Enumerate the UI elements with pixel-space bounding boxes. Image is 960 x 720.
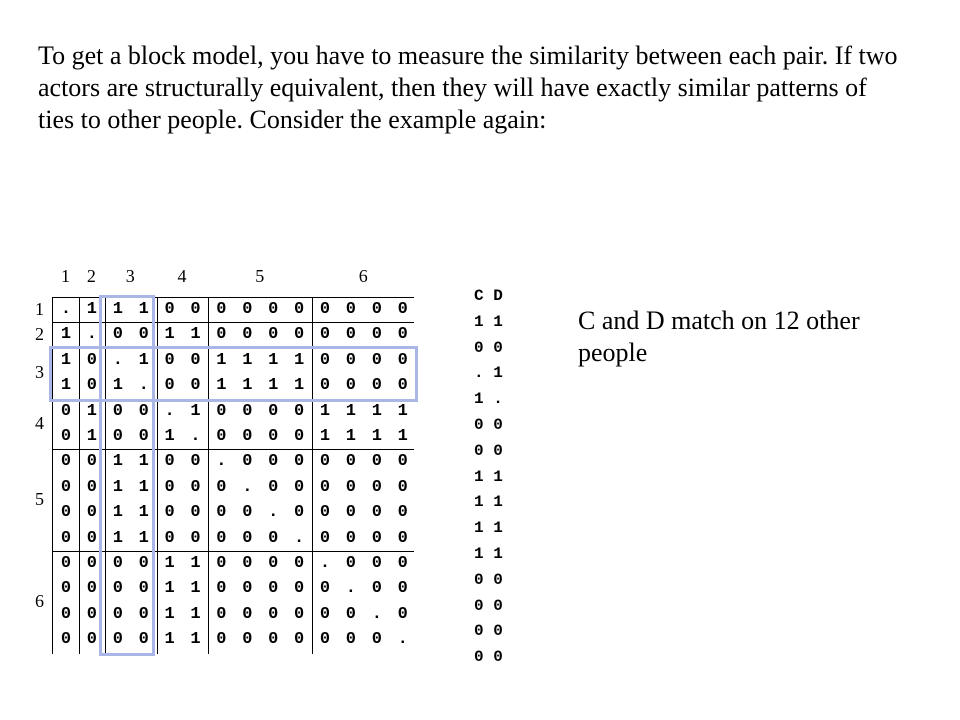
matrix-cell: . [345,579,356,599]
cd-row: 1 1 [474,544,503,563]
matrix-cell: 0 [319,604,331,624]
matrix-cell: 0 [242,300,253,319]
matrix-cell: 1 [190,630,201,650]
matrix-cell: 0 [319,325,331,345]
matrix-cell: 0 [371,554,382,573]
matrix-cell: 0 [86,452,97,472]
matrix-cell: 0 [138,325,149,345]
match-note: C and D match on 12 other people [578,306,860,367]
matrix-cell: 0 [138,554,149,573]
matrix-cell: 0 [319,452,331,472]
matrix-cell: 1 [86,427,97,446]
matrix-cell: 1 [190,579,201,599]
matrix-cell: 0 [242,427,253,446]
matrix-cell: . [319,554,331,573]
column-block-label: 4 [177,266,187,286]
cd-row: . 1 [474,364,503,383]
column-block-label: 1 [60,266,70,286]
matrix-cell: 1 [164,554,175,573]
matrix-cell: 1 [138,452,149,472]
matrix-cell: 0 [216,325,227,345]
cd-row: 0 0 [474,570,503,589]
matrix-cell: 0 [345,477,356,497]
cd-row: 0 0 [474,648,503,667]
column-block-label: 5 [255,266,265,286]
matrix-cell: 0 [60,477,72,497]
matrix-cell: 0 [293,325,305,345]
matrix-cell: 1 [345,427,356,446]
matrix-cell: 1 [138,300,149,319]
matrix-cell: 0 [190,452,201,472]
matrix-cell: 1 [60,325,72,345]
matrix-cell: 0 [216,300,227,319]
row-block-label: 5 [35,489,44,510]
matrix-cell: . [164,401,175,421]
matrix-cell: 0 [293,427,305,446]
matrix-cell: 0 [190,528,201,548]
row-block-label: 4 [35,413,44,433]
matrix-cell: 0 [112,554,123,573]
matrix-cell: 0 [268,630,279,650]
matrix-cell: 0 [268,604,279,624]
matrix-cell: . [60,300,72,319]
cd-row: 1 1 [474,493,503,512]
matrix-cell: 0 [397,376,408,396]
matrix-cell: 0 [164,350,175,370]
matrix-cell: 1 [242,350,253,370]
matrix-cell: . [216,452,227,472]
matrix-cell: 0 [319,376,331,396]
matrix-cell: 0 [397,300,408,319]
matrix-cell: 1 [112,477,123,497]
matrix-cell: 0 [112,427,123,446]
matrix-cell: 0 [164,452,175,472]
matrix-cell: 0 [86,376,97,396]
matrix-cell: 0 [345,300,356,319]
matrix-cell: 0 [345,503,356,523]
matrix-cell: 1 [268,376,279,396]
matrix-cell: 0 [216,427,227,446]
matrix-cell: 0 [268,528,279,548]
cd-row: 1 1 [474,467,503,486]
matrix-cell: 1 [371,401,382,421]
matrix-cell: 0 [242,452,253,472]
matrix-cell: 0 [397,452,408,472]
matrix-cell: 0 [216,528,227,548]
matrix-cell: . [371,604,382,624]
matrix-cell: 0 [397,477,408,497]
matrix-cell: 0 [345,630,356,650]
matrix-cell: 0 [371,477,382,497]
matrix-cell: 0 [138,630,149,650]
matrix-cell: 0 [371,630,382,650]
matrix-cell: 0 [216,579,227,599]
matrix-cell: 0 [112,401,123,421]
matrix-cell: 0 [60,503,72,523]
cd-row: 0 0 [474,441,503,460]
matrix-cell: 0 [268,477,279,497]
matrix-cell: 0 [190,503,201,523]
column-block-labels [0,266,420,292]
matrix-cell: 0 [190,376,201,396]
matrix-cell: 1 [86,401,97,421]
matrix-cell: 0 [397,325,408,345]
matrix-cell: 0 [190,477,201,497]
cd-comparison-table [474,284,524,671]
matrix-cell: 0 [268,300,279,319]
matrix-cell: 0 [164,528,175,548]
matrix-cell: 0 [345,350,356,370]
matrix-cell: 0 [371,350,382,370]
matrix-cell: 0 [293,401,305,421]
column-block-label: 2 [86,266,96,286]
matrix-cell: 0 [242,630,253,650]
matrix-cell: 0 [190,300,201,319]
cd-row: 1 1 [474,312,503,331]
matrix-cell: 0 [60,554,72,573]
matrix-cell: 0 [397,554,408,573]
matrix-cell: 0 [293,300,305,319]
matrix-cell: 0 [268,401,279,421]
matrix-cell: 1 [319,401,331,421]
matrix-cell: 1 [397,427,408,446]
matrix-cell: 0 [216,477,227,497]
matrix-cell: 1 [371,427,382,446]
matrix-cell: 0 [164,300,175,319]
matrix-cell: 0 [293,579,305,599]
matrix-cell: 1 [345,401,356,421]
matrix-cell: 0 [216,554,227,573]
matrix-cell: 0 [345,452,356,472]
matrix-cell: 0 [86,604,97,624]
matrix-cell: 0 [138,401,149,421]
matrix-cell: 0 [319,503,331,523]
matrix-cell: 0 [60,427,72,446]
matrix-cell: 0 [216,503,227,523]
matrix-cell: 0 [164,477,175,497]
row-block-label: 3 [35,362,44,383]
matrix-cell: 0 [293,604,305,624]
matrix-cell: 0 [86,350,97,370]
matrix-cell: 0 [86,579,97,599]
matrix-cell: 1 [86,300,97,319]
cd-header: C D [474,287,503,305]
matrix-cell: 0 [138,604,149,624]
matrix-cell: 0 [268,325,279,345]
matrix-cell: 1 [293,350,305,370]
matrix-cell: 0 [345,528,356,548]
matrix-cell: 0 [138,427,149,446]
matrix-cell: 1 [112,503,123,523]
matrix-cell: 1 [112,528,123,548]
matrix-cell: 0 [293,477,305,497]
matrix-cell: 0 [112,579,123,599]
matrix-cell: 0 [319,579,331,599]
matrix-cell: 0 [397,604,408,624]
column-block-label: 6 [358,266,368,286]
matrix-cell: 0 [371,452,382,472]
matrix-cell: . [242,477,253,497]
matrix-cell: 0 [190,350,201,370]
matrix-cell: 0 [242,401,253,421]
matrix-cell: 0 [293,630,305,650]
matrix-cell: . [268,503,279,523]
matrix-cell: 1 [216,350,227,370]
cd-row: 1 . [474,390,503,409]
matrix-cell: 1 [268,350,279,370]
matrix-cell: 0 [319,300,331,319]
matrix-cell: 0 [345,376,356,396]
matrix-cell: 0 [268,427,279,446]
matrix-cell: 0 [319,350,331,370]
matrix-cell: 0 [60,579,72,599]
matrix-cell: 0 [60,452,72,472]
cd-row: 0 0 [474,596,503,615]
row-block-label: 6 [35,590,44,611]
matrix-cell: 0 [216,630,227,650]
matrix-cell: 1 [60,350,72,370]
matrix-cell: 0 [268,554,279,573]
matrix-cell: 0 [319,528,331,548]
row-block-labels [0,0,50,720]
matrix-cell: 1 [293,376,305,396]
matrix-cell: 0 [371,528,382,548]
matrix-cell: 0 [242,554,253,573]
matrix-cell: 1 [397,401,408,421]
matrix-cell: 0 [112,604,123,624]
matrix-cell: 0 [112,325,123,345]
matrix-cell: 1 [319,427,331,446]
matrix-cell: . [293,528,305,548]
matrix-cell: 0 [242,503,253,523]
matrix-cell: 0 [371,376,382,396]
highlight-rows-c-d [49,346,418,402]
matrix-cell: 1 [138,350,149,370]
matrix-cell: 0 [216,401,227,421]
matrix-cell: 0 [397,503,408,523]
matrix-cell: 0 [60,604,72,624]
matrix-cell: 0 [371,579,382,599]
column-block-label: 3 [125,266,135,286]
matrix-cell: 0 [293,452,305,472]
matrix-cell: 1 [164,325,175,345]
row-block-label: 1 [35,298,44,319]
matrix-cell: . [138,376,149,396]
cd-row: 0 0 [474,622,503,641]
matrix-cell: 0 [216,604,227,624]
matrix-cell: 0 [86,477,97,497]
matrix-cell: 1 [60,376,72,396]
matrix-cell: 0 [371,325,382,345]
matrix-cell: 1 [112,376,123,396]
matrix-cell: 0 [268,579,279,599]
matrix-cell: 0 [86,554,97,573]
intro-paragraph: To get a block model, you have to measure the similarity between each pair. If two actors are structurally equivalent, then they will have exactly similar patterns of ties to other people. Consider the example again: [38,41,898,134]
matrix-cell: 1 [138,477,149,497]
matrix-cell: 0 [138,579,149,599]
matrix-cell: 0 [86,528,97,548]
matrix-cell: 1 [138,528,149,548]
matrix-cell: 0 [371,503,382,523]
matrix-cell: 0 [242,528,253,548]
cd-row: 0 0 [474,415,503,434]
matrix-cell: 1 [190,604,201,624]
matrix-cell: 0 [397,528,408,548]
row-block-label: 2 [35,324,44,345]
matrix-cell: 1 [190,554,201,573]
matrix-cell: 1 [112,452,123,472]
matrix-cell: . [397,630,408,650]
matrix-cell: 0 [112,630,123,650]
matrix-cell: 1 [190,325,201,345]
cd-row: 1 1 [474,519,503,538]
matrix-cell: . [190,427,201,446]
matrix-cell: 1 [164,427,175,446]
matrix-cell: 0 [242,604,253,624]
matrix-cell: 0 [268,452,279,472]
cd-row: 0 0 [474,338,503,357]
matrix-cell: 1 [138,503,149,523]
matrix-cell: 0 [242,325,253,345]
matrix-cell: 0 [86,503,97,523]
matrix-cell: 1 [164,630,175,650]
matrix-cell: 0 [60,528,72,548]
matrix-cell: 0 [60,401,72,421]
matrix-cell: 0 [86,630,97,650]
matrix-cell: 0 [164,503,175,523]
matrix-cell: 1 [190,401,201,421]
matrix-cell: 0 [242,579,253,599]
matrix-cell: 0 [319,477,331,497]
matrix-cell: 0 [397,350,408,370]
matrix-cell: 0 [164,376,175,396]
matrix-cell: 0 [397,579,408,599]
matrix-cell: 1 [216,376,227,396]
matrix-cell: 0 [345,325,356,345]
matrix-cell: 0 [319,630,331,650]
matrix-cell: 1 [164,604,175,624]
matrix-cell: . [112,350,123,370]
matrix-cell: 0 [293,554,305,573]
matrix-cell: 0 [293,503,305,523]
matrix-cell: 0 [371,300,382,319]
matrix-cell: 0 [345,554,356,573]
matrix-cell: 1 [164,579,175,599]
matrix-cell: . [86,325,97,345]
matrix-cell: 0 [345,604,356,624]
matrix-cell: 1 [242,376,253,396]
matrix-cell: 1 [112,300,123,319]
matrix-cell: 0 [60,630,72,650]
